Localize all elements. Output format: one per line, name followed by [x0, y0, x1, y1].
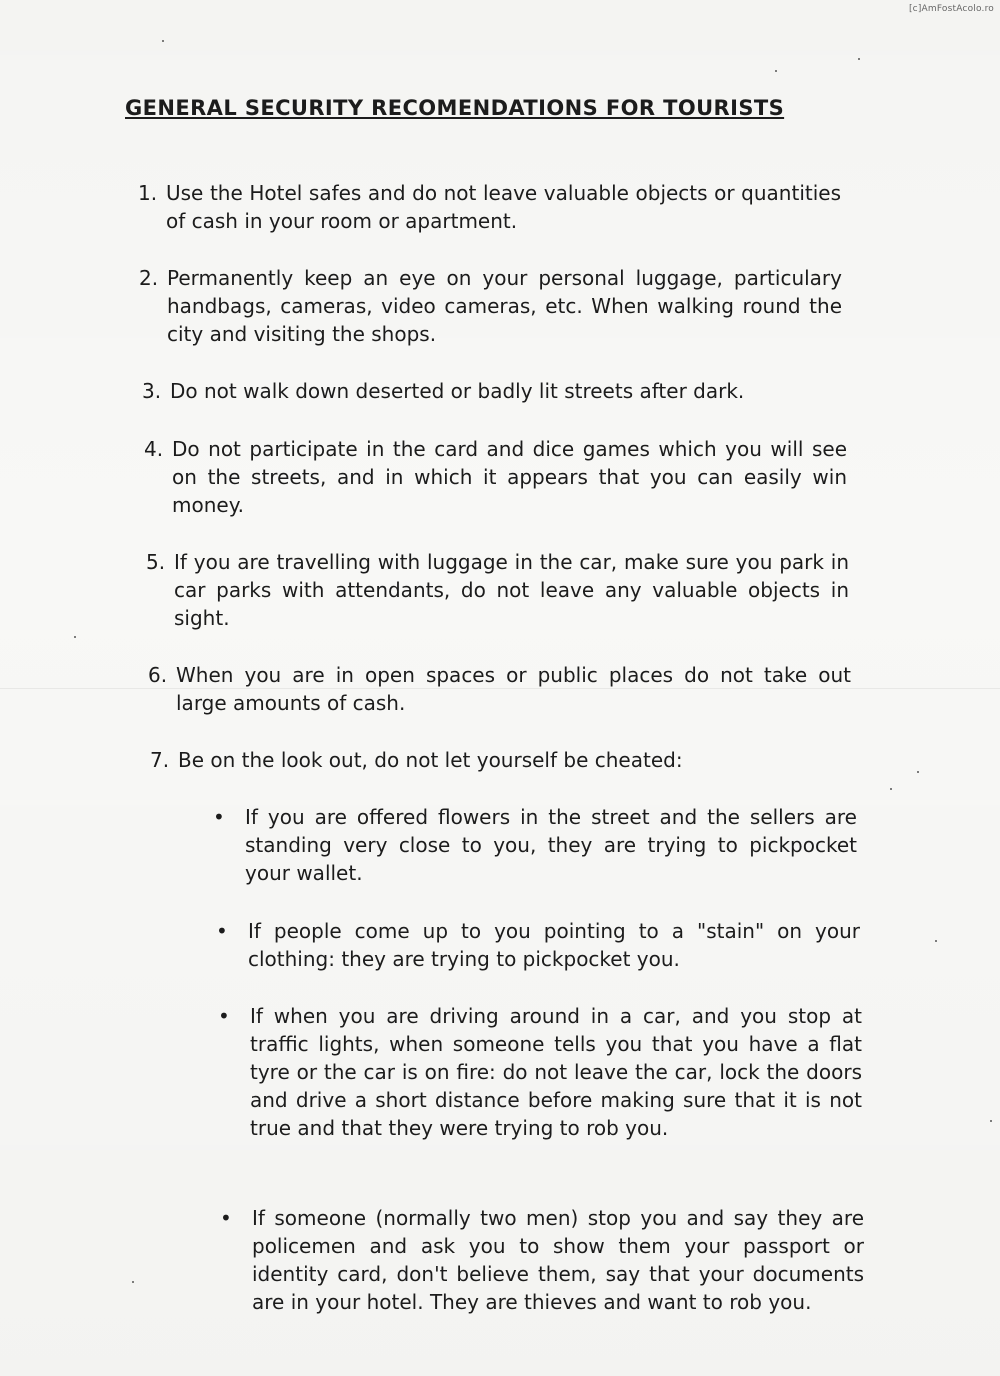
bullet-text: If someone (normally two men) stop you and say they are policemen and ask you to show them your passport or identity card, don't believe them, say that your documents are in your hotel. They are thieves and want to rob you.	[252, 1206, 864, 1314]
scan-speck	[132, 1281, 134, 1283]
watermark: [c]AmFostAcolo.ro	[908, 4, 994, 14]
item-text: Use the Hotel safes and do not leave valuable objects or quantities of cash in your room or apartment.	[166, 181, 841, 233]
item-number: 6.	[148, 663, 168, 687]
item-number: 1.	[138, 181, 158, 205]
item-number: 2.	[139, 266, 159, 290]
bullet-text: If you are offered flowers in the street and the sellers are standing very close to you, they are trying to pickpocket your wallet.	[245, 805, 857, 885]
scan-speck	[890, 788, 892, 790]
scan-speck	[858, 58, 860, 60]
scan-speck	[935, 940, 937, 942]
bullet-symbol: •	[220, 1206, 232, 1230]
scan-speck	[917, 771, 919, 773]
bullet-symbol: •	[213, 805, 225, 829]
bullet-symbol: •	[218, 1004, 230, 1028]
scan-speck	[775, 70, 777, 72]
scan-speck	[74, 636, 76, 638]
item-number: 3.	[142, 379, 162, 403]
item-text: Be on the look out, do not let yourself be cheated:	[178, 748, 683, 772]
item-number: 7.	[150, 748, 170, 772]
item-number: 5.	[146, 550, 166, 574]
bullet-symbol: •	[216, 919, 228, 943]
item-text: Do not walk down deserted or badly lit streets after dark.	[170, 379, 745, 403]
item-text: When you are in open spaces or public places do not take out large amounts of cash.	[176, 663, 851, 715]
bullet-text: If when you are driving around in a car, and you stop at traffic lights, when someone tells you that you have a flat tyre or the car is on fire: do not leave the car, lock the doors and drive a short distance before making sure that it is not true and that they were trying to rob you.	[250, 1004, 862, 1140]
item-text: Do not participate in the card and dice games which you will see on the streets, and in which it appears that you can easily win money.	[172, 437, 847, 517]
scan-speck	[990, 1120, 992, 1122]
page-title: GENERAL SECURITY RECOMENDATIONS FOR TOURISTS	[125, 96, 785, 120]
item-text: If you are travelling with luggage in the car, make sure you park in car parks with attendants, do not leave any valuable objects in sight.	[174, 550, 849, 630]
scan-speck	[162, 40, 164, 42]
item-text: Permanently keep an eye on your personal luggage, particulary handbags, cameras, video cameras, etc. When walking round the city and visiting the shops.	[167, 266, 842, 346]
bullet-text: If people come up to you pointing to a "stain" on your clothing: they are trying to pickpocket you.	[248, 919, 860, 971]
item-number: 4.	[144, 437, 164, 461]
